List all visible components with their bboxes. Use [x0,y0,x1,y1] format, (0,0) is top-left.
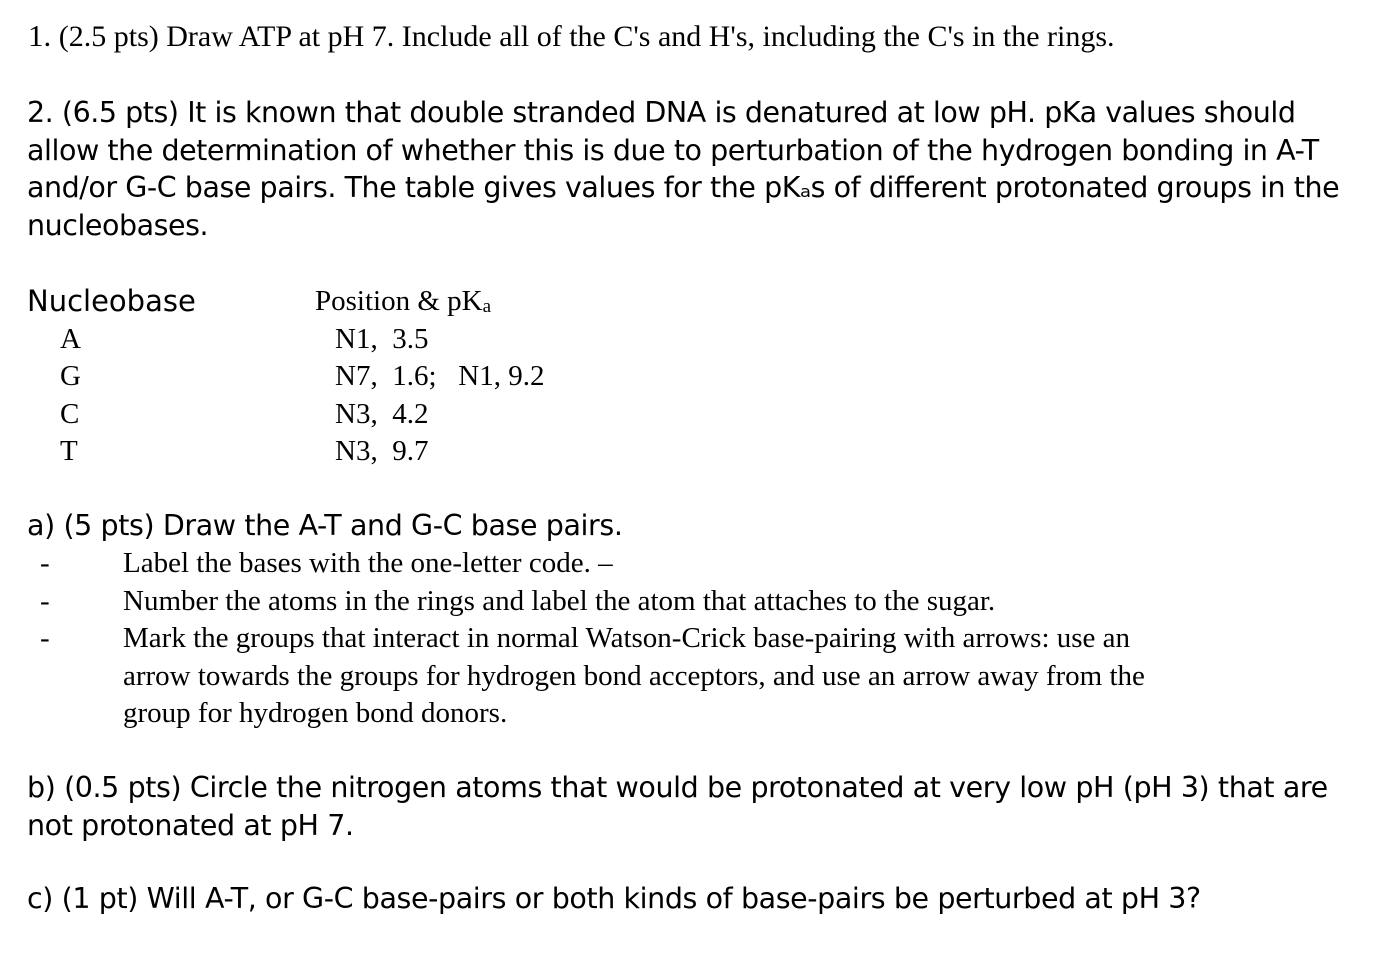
table-row-base: G [60,360,81,393]
position-pka-header-subscript: a [482,296,492,317]
part-b [27,769,1328,844]
part-a-bullet-list [0,545,1390,733]
nucleobase-header: Nucleobase [27,284,196,318]
bullet-dash: - [40,547,50,579]
list-item [0,583,1390,621]
part-a-heading: a) (5 pts) Draw the A-T and G-C base pairs. [27,509,623,542]
question-1-number: 1. [28,18,52,53]
question-2-line: allow the determination of whether this is due to perturbation of the hydrogen bonding in A-T [27,133,1319,167]
question-2-line: and/or G-C base pairs. The table gives values for the pKₐs of different protonated groups in the [27,171,1340,205]
list-item [0,545,1390,583]
table-row-base: A [60,322,81,355]
question-2 [27,94,1367,244]
bullet-text: Mark the groups that interact in normal Watson-Crick base-pairing with arrows: use an [123,622,1131,655]
question-1 [28,16,1115,57]
bullet-text: arrow towards the groups for hydrogen bond acceptors, and use an arrow away from the [123,659,1145,692]
part-c: c) (1 pt) Will A-T, or G-C base-pairs or both kinds of base-pairs be perturbed at pH 3? [27,882,1201,915]
question-1-text: (2.5 pts) Draw ATP at pH 7. Include all of the C's and H's, including the C's in the rings. [58,20,1115,53]
table-row-value: N7, 1.6; N1, 9.2 [335,360,545,393]
bullet-dash: - [40,584,50,617]
bullet-text: group for hydrogen bond donors. [123,697,508,730]
part-b-line: not protonated at pH 7. [27,808,354,842]
question-2-line: nucleobases. [27,208,209,242]
table-row-value: N3, 4.2 [335,397,429,430]
position-pka-header [315,283,491,326]
question-2-line: 2. (6.5 pts) It is known that double stranded DNA is denatured at low pH. pKa values should [27,96,1296,129]
table-row-value: N3, 9.7 [335,435,429,468]
part-b-line: b) (0.5 pts) Circle the nitrogen atoms that would be protonated at very low pH (pH 3) that are [27,771,1328,804]
bullet-text: Number the atoms in the rings and label the atom that attaches to the sugar. [123,584,996,617]
table-row-base: T [60,435,78,468]
list-item [0,620,1390,733]
bullet-text: Label the bases with the one-letter code. – [123,547,613,579]
position-pka-header-text: Position & pK [315,285,483,317]
table-row-value: N1, 3.5 [335,322,429,355]
table-row-base: C [60,397,80,430]
bullet-dash: - [40,622,50,655]
